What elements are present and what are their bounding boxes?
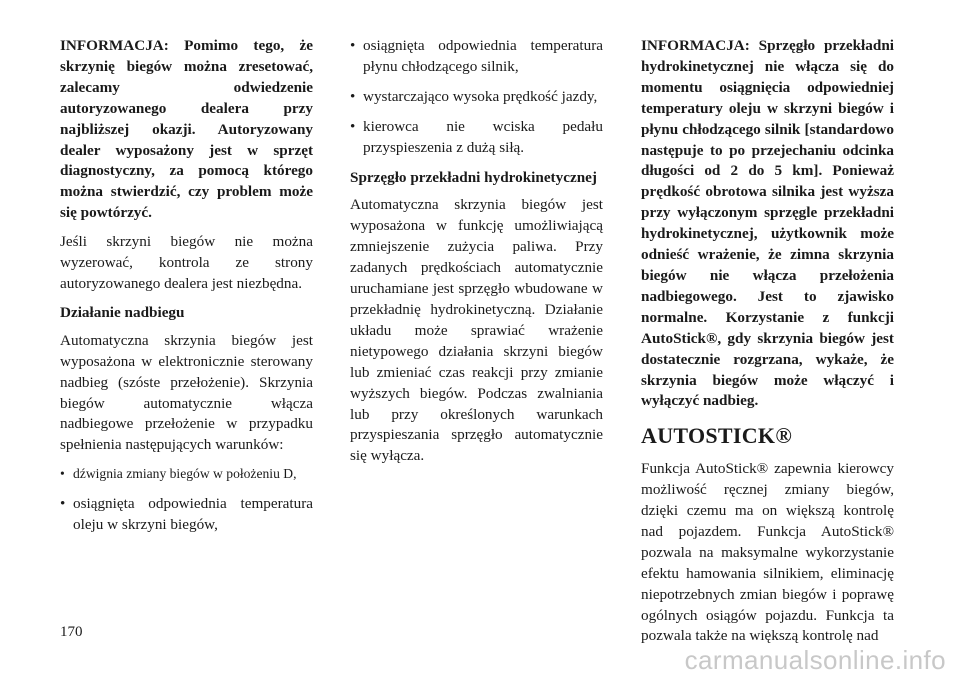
autostick-section-title: AUTOSTICK® xyxy=(641,423,793,449)
column-middle xyxy=(350,36,603,475)
info-note-reset: INFORMACJA: Pomimo tego, że skrzynię biegów można zresetować, zalecamy odwiedzenie autoryzowanego dealera przy najbliższej okazji. Autoryzowany dealer wyposażony jest w sprzęt diagnostyczny, za pomocą którego można stwierdzić, czy problem może się powtórzyć. xyxy=(60,37,313,222)
list-item: • osiągnięta odpowiednia temperatura płynu chłodzącego silnik, xyxy=(350,36,603,78)
page-number: 170 xyxy=(60,624,83,640)
column-left xyxy=(60,36,313,545)
overdrive-heading: Działanie nadbiegu xyxy=(60,303,185,321)
reset-paragraph: Jeśli skrzyni biegów nie można wyzerować, kontrola ze strony autoryzowanego dealera jest niezbędna. xyxy=(60,233,313,292)
info-note-clutch: INFORMACJA: Sprzęgło przekładni hydrokinetycznej nie włącza się do momentu osiągnięcia odpowiedniej temperatury oleju w skrzyni biegów i płynu chłodzącego silnik [standardowo następuje to po przejechaniu odcinka długości od 2 do 5 km]. Ponieważ prędkość obrotowa silnika jest wyższa przy wyłączonym sprzęgle przekładni hydrokinetycznej, użytkownik może odnieść wrażenie, że zimna skrzynia biegów nie włącza przełożenia nadbiegowego. Jest to zjawisko normalne. Korzystanie z funkcji AutoStick®, gdy skrzynia biegów jest dostatecznie rozgrzana, wykaże, że skrzynia biegów może włączyć i wyłączyć nadbieg. xyxy=(641,37,894,410)
torque-converter-paragraph: Automatyczna skrzynia biegów jest wyposażona w funkcję umożliwiającą zmniejszenie zużycia paliwa. Przy zadanych prędkościach automatycznie uruchamiane jest sprzęgło wbudowane w przekładnię hydrokinetyczną. Działanie układu może sprawiać wrażenie nietypowego działania skrzyni biegów lub zmieniać czas reakcji przy zmianie wyższych biegów. Podczas zwalniania lub przy określonych warunkach przyspieszania sprzęgło automatycznie się wyłącza. xyxy=(350,196,603,465)
list-item: • osiągnięta odpowiednia temperatura oleju w skrzyni biegów, xyxy=(60,494,313,536)
list-item: • wystarczająco wysoka prędkość jazdy, xyxy=(350,87,603,108)
column-right xyxy=(641,36,894,655)
torque-converter-heading: Sprzęgło przekładni hydrokinetycznej xyxy=(350,168,597,186)
overdrive-conditions-list xyxy=(60,464,313,536)
overdrive-conditions-list-cont xyxy=(350,36,603,159)
list-item: • kierowca nie wciska pedału przyspieszenia z dużą siłą. xyxy=(350,117,603,159)
overdrive-paragraph: Automatyczna skrzynia biegów jest wyposażona w elektronicznie sterowany nadbieg (szóste przełożenie). Skrzynia biegów automatycznie włącza nadbiegowe przełożenie w przypadku spełnienia następujących warunków: xyxy=(60,331,313,454)
autostick-paragraph: Funkcja AutoStick® zapewnia kierowcy możliwość ręcznej zmiany biegów, dzięki czemu ma on większą kontrolę nad pojazdem. Funkcja AutoStick® pozwala na maksymalne wykorzystanie efektu hamowania silnikiem, eliminację niepotrzebnych zmian biegów i poprawę ogólnych osiągów pojazdu. Funkcja ta pozwala także na większą kontrolę nad xyxy=(641,460,894,645)
list-item: • dźwignia zmiany biegów w położeniu D, xyxy=(60,464,313,485)
watermark: carmanualsonline.info xyxy=(684,645,946,675)
